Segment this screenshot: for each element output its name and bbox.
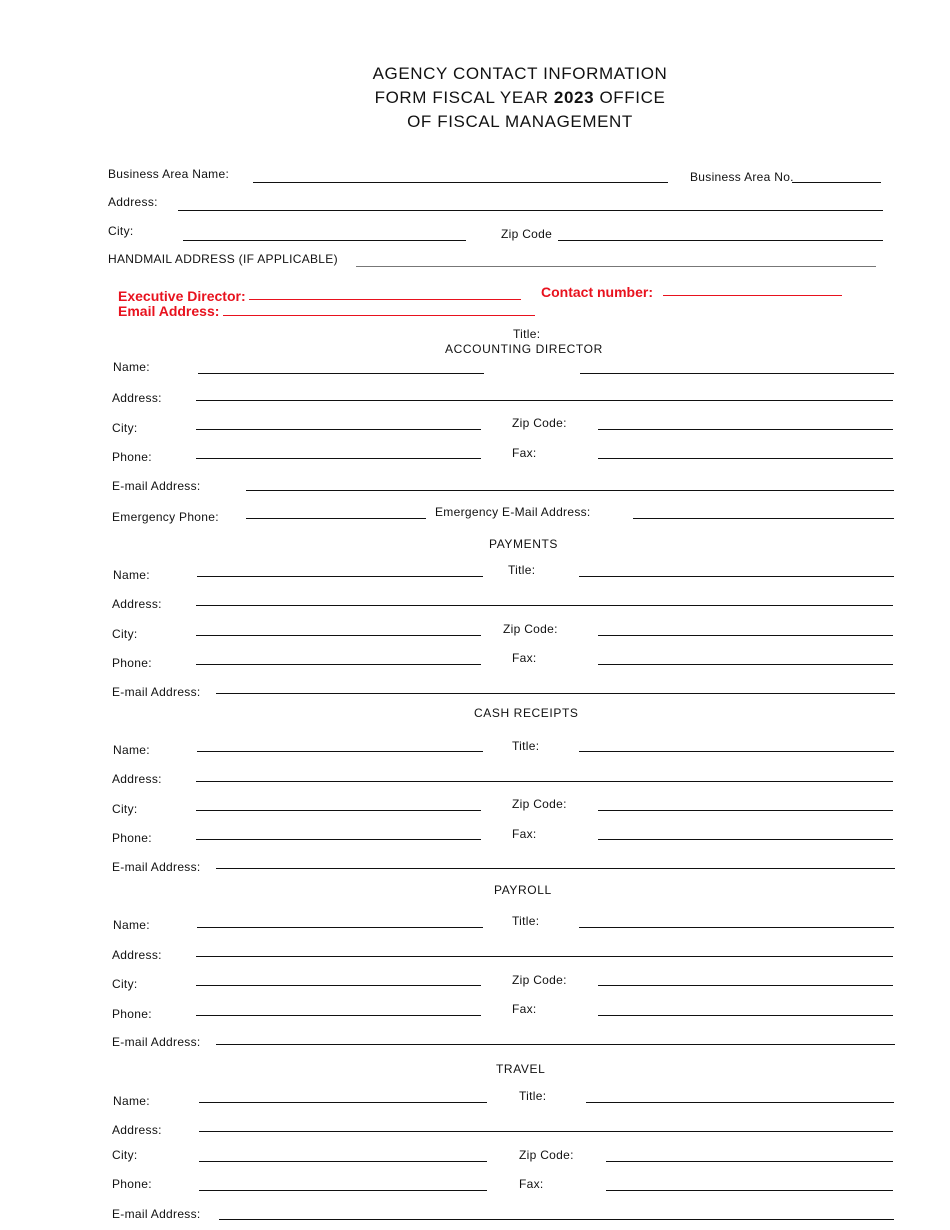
payments-title-label: Title:: [508, 563, 536, 577]
travel-heading: TRAVEL: [496, 1062, 546, 1076]
payroll-email-field[interactable]: [216, 1044, 895, 1045]
accounting-title-label: Title:: [513, 327, 541, 341]
payments-email-field[interactable]: [216, 693, 895, 694]
accounting-address-field[interactable]: [196, 400, 893, 401]
emergency-phone-field[interactable]: [246, 518, 426, 519]
payroll-fax-field[interactable]: [598, 1015, 893, 1016]
agency-city-label: City:: [108, 224, 134, 238]
travel-fax-field[interactable]: [606, 1190, 893, 1191]
executive-director-label: Executive Director:: [118, 288, 246, 304]
accounting-zip-label: Zip Code:: [512, 416, 567, 430]
cash-receipts-email-field[interactable]: [216, 868, 895, 869]
payments-phone-label: Phone:: [112, 656, 152, 670]
handmail-field[interactable]: [356, 266, 876, 267]
payments-heading: PAYMENTS: [489, 537, 559, 551]
payments-zip-field[interactable]: [598, 635, 893, 636]
emergency-email-field[interactable]: [633, 518, 894, 519]
accounting-zip-field[interactable]: [598, 429, 893, 430]
executive-email-field[interactable]: [223, 315, 535, 316]
travel-email-label: E-mail Address:: [112, 1207, 201, 1221]
travel-name-label: Name:: [113, 1094, 150, 1108]
payroll-zip-field[interactable]: [598, 985, 893, 986]
travel-phone-label: Phone:: [112, 1177, 152, 1191]
payroll-address-field[interactable]: [196, 956, 893, 957]
travel-zip-field[interactable]: [606, 1161, 893, 1162]
payroll-title-field[interactable]: [579, 927, 894, 928]
payments-fax-label: Fax:: [512, 651, 537, 665]
emergency-phone-label: Emergency Phone:: [112, 510, 219, 524]
executive-director-field[interactable]: [249, 299, 521, 300]
accounting-city-label: City:: [112, 421, 138, 435]
contact-number-field[interactable]: [663, 295, 842, 296]
handmail-label: HANDMAIL ADDRESS (IF APPLICABLE): [108, 252, 338, 266]
accounting-fax-label: Fax:: [512, 446, 537, 460]
payments-city-field[interactable]: [196, 635, 481, 636]
business-area-no-label: Business Area No.: [690, 170, 794, 184]
payments-name-label: Name:: [113, 568, 150, 582]
payments-email-label: E-mail Address:: [112, 685, 201, 699]
payments-phone-field[interactable]: [196, 664, 481, 665]
contact-number-label: Contact number:: [541, 284, 653, 300]
accounting-email-field[interactable]: [246, 490, 894, 491]
travel-email-field[interactable]: [219, 1219, 894, 1220]
travel-fax-label: Fax:: [519, 1177, 544, 1191]
cash-receipts-zip-field[interactable]: [598, 810, 893, 811]
payments-title-field[interactable]: [579, 576, 894, 577]
accounting-city-field[interactable]: [196, 429, 481, 430]
payments-zip-label: Zip Code:: [503, 622, 558, 636]
cash-receipts-city-field[interactable]: [196, 810, 481, 811]
travel-title-label: Title:: [519, 1089, 547, 1103]
email-address-label: Email Address:: [118, 303, 220, 319]
payroll-name-field[interactable]: [197, 927, 483, 928]
cash-receipts-address-field[interactable]: [196, 781, 893, 782]
accounting-title-field[interactable]: [580, 373, 894, 374]
payroll-fax-label: Fax:: [512, 1002, 537, 1016]
accounting-address-label: Address:: [112, 391, 162, 405]
payroll-title-label: Title:: [512, 914, 540, 928]
cash-receipts-city-label: City:: [112, 802, 138, 816]
cash-receipts-zip-label: Zip Code:: [512, 797, 567, 811]
agency-city-field[interactable]: [183, 240, 466, 241]
payments-fax-field[interactable]: [598, 664, 893, 665]
cash-receipts-heading: CASH RECEIPTS: [474, 706, 579, 720]
business-area-name-label: Business Area Name:: [108, 167, 230, 181]
accounting-director-heading: ACCOUNTING DIRECTOR: [445, 342, 603, 356]
cash-receipts-fax-label: Fax:: [512, 827, 537, 841]
payroll-phone-field[interactable]: [196, 1015, 481, 1016]
cash-receipts-address-label: Address:: [112, 772, 162, 786]
accounting-phone-label: Phone:: [112, 450, 152, 464]
cash-receipts-email-label: E-mail Address:: [112, 860, 201, 874]
cash-receipts-phone-field[interactable]: [196, 839, 481, 840]
business-area-name-field[interactable]: [253, 182, 668, 183]
payroll-zip-label: Zip Code:: [512, 973, 567, 987]
payroll-address-label: Address:: [112, 948, 162, 962]
travel-city-field[interactable]: [199, 1161, 487, 1162]
fiscal-year: 2023: [553, 88, 595, 107]
accounting-phone-field[interactable]: [196, 458, 481, 459]
business-area-no-field[interactable]: [792, 182, 881, 183]
cash-receipts-name-field[interactable]: [197, 751, 483, 752]
payroll-name-label: Name:: [113, 918, 150, 932]
accounting-name-field[interactable]: [198, 373, 484, 374]
agency-address-label: Address:: [108, 195, 158, 209]
title-line-2: FORM FISCAL YEAR 2023 OFFICE: [374, 88, 666, 107]
title-line-1: AGENCY CONTACT INFORMATION: [372, 64, 668, 83]
payments-city-label: City:: [112, 627, 138, 641]
payroll-heading: PAYROLL: [494, 883, 552, 897]
payroll-phone-label: Phone:: [112, 1007, 152, 1021]
travel-phone-field[interactable]: [199, 1190, 487, 1191]
travel-city-label: City:: [112, 1148, 138, 1162]
travel-address-field[interactable]: [199, 1131, 893, 1132]
agency-address-field[interactable]: [178, 210, 883, 211]
travel-name-field[interactable]: [199, 1102, 487, 1103]
cash-receipts-phone-label: Phone:: [112, 831, 152, 845]
agency-zip-label: Zip Code: [501, 227, 553, 241]
cash-receipts-title-field[interactable]: [579, 751, 894, 752]
travel-title-field[interactable]: [586, 1102, 894, 1103]
form-title: [0, 62, 950, 134]
cash-receipts-title-label: Title:: [512, 739, 540, 753]
payments-address-field[interactable]: [196, 605, 893, 606]
cash-receipts-name-label: Name:: [113, 743, 150, 757]
accounting-email-label: E-mail Address:: [112, 479, 201, 493]
accounting-name-label: Name:: [113, 360, 150, 374]
payroll-city-field[interactable]: [196, 985, 481, 986]
cash-receipts-fax-field[interactable]: [598, 839, 893, 840]
agency-zip-field[interactable]: [558, 240, 883, 241]
title-line-3: OF FISCAL MANAGEMENT: [407, 112, 633, 131]
payroll-city-label: City:: [112, 977, 138, 991]
payments-address-label: Address:: [112, 597, 162, 611]
travel-zip-label: Zip Code:: [519, 1148, 574, 1162]
accounting-fax-field[interactable]: [598, 458, 893, 459]
payments-name-field[interactable]: [197, 576, 483, 577]
travel-address-label: Address:: [112, 1123, 162, 1137]
emergency-email-label: Emergency E-Mail Address:: [435, 505, 591, 519]
payroll-email-label: E-mail Address:: [112, 1035, 201, 1049]
